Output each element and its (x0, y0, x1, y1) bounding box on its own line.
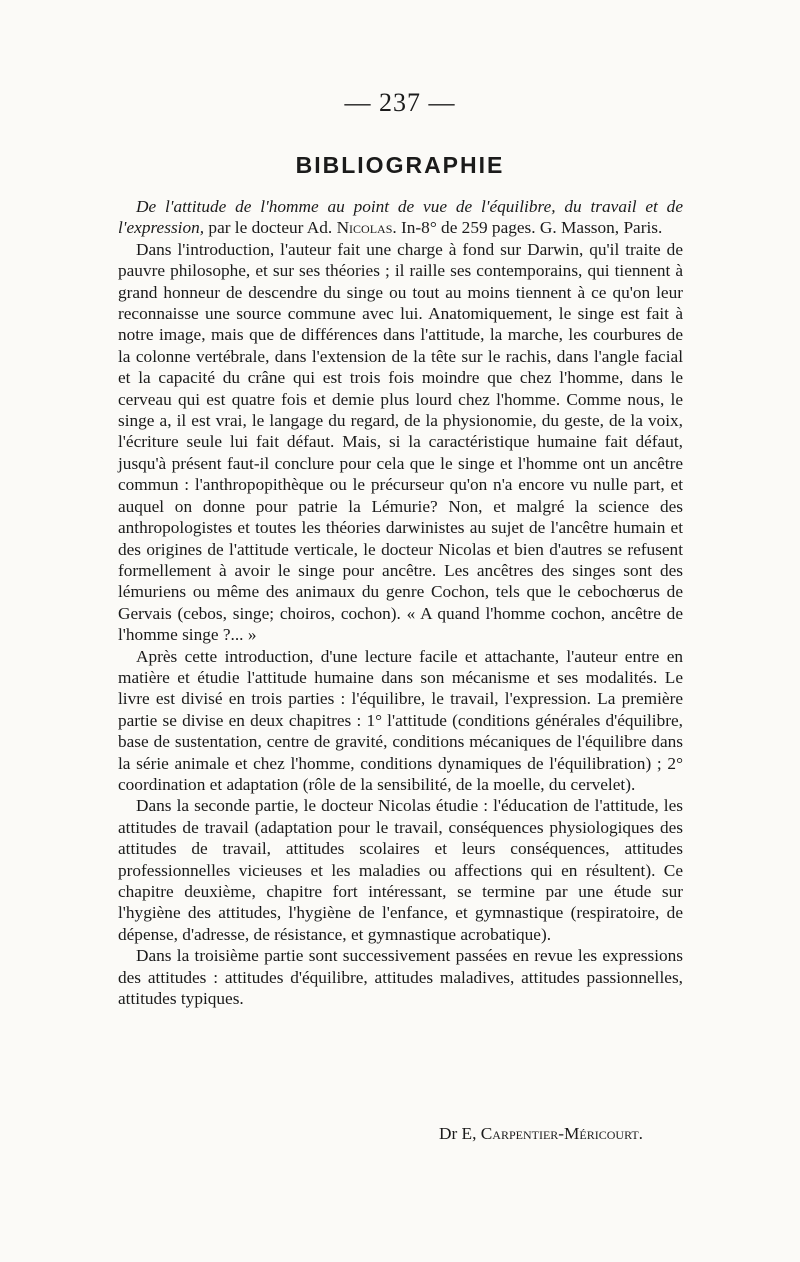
reference-entry (118, 196, 683, 239)
reference-details: . In-8° de 259 pages. G. Masson, Paris. (392, 218, 663, 238)
author-prefix: par le docteur Ad. (208, 218, 333, 238)
article-body (118, 196, 683, 1009)
paragraph-first-part: Après cette introduction, d'une lecture facile et attachante, l'auteur entre en matière et étudie l'attitude humaine dans son mécanisme et ses modalités. Le livre est divisé en trois parties : l'équilibre, le travail, l'expression. La première partie se divise en deux chapitres : 1° l'attitude (conditions générales d'équilibre, base de sustentation, centre de gravité, conditions mécaniques de l'équilibre dans la série animale et chez l'homme, conditions dynamiques de l'équilibration) ; 2° coordination et adaptation (rôle de la sensibilité, de la moelle, du cervelet). (118, 646, 683, 794)
signature (118, 1124, 643, 1144)
signature-prefix: Dr E, (438, 1124, 477, 1143)
signature-name: Carpentier-Méricourt. (480, 1124, 643, 1143)
paragraph-third-part: Dans la troisième partie sont successivement passées en revue les expressions des attitudes : attitudes d'équilibre, attitudes maladives, attitudes passionnelles, attitudes typiques. (118, 946, 683, 1009)
paragraph-second-part: Dans la seconde partie, le docteur Nicolas étudie : l'éducation de l'attitude, les attitudes de travail (adaptation pour le travail, conséquences physiologiques des attitudes de travail, attitudes scolaires et leurs conséquences, attitudes professionnelles vicieuses et les maladies ou affections qui en résultent). Ce chapitre deuxième, chapitre fort intéressant, se termine par une étude sur l'hygiène des attitudes, l'hygiène de l'enfance, et gymnastique (respiratoire, de dépense, d'adresse, de résistance, et gymnastique acrobatique). (118, 796, 683, 944)
author-name: Nicolas (336, 218, 393, 238)
book-title: De l'attitude de l'homme au point de vue de l'équilibre, du travail et de l'expression, (118, 197, 683, 238)
paragraph-introduction: Dans l'introduction, l'auteur fait une charge à fond sur Darwin, qu'il traite de pauvre philosophe, et sur ses théories ; il raille ses contemporains, qui tiennent à grand honneur de descendre du singe ou tout au moins tiennent à ce qu'on leur reconnaisse une source commune avec lui. Anatomiquement, le singe est fait à notre image, mais que de différences dans l'attitude, la marche, les courbures de la colonne vertébrale, dans l'extension de la tête sur le rachis, dans l'angle facial et la capacité du crâne qui est trois fois moindre que chez l'homme, dans le cerveau qui est quatre fois et demie plus lourd chez l'homme. Comme nous, le singe a, il est vrai, le langage du regard, de la physionomie, du geste, de la voix, l'écriture seule lui fait défaut. Mais, si la caractéristique humaine fait défaut, jusqu'à présent faut-il conclure pour cela que le singe et l'homme ont un ancêtre commun : l'anthropopithèque ou le précurseur qu'on n'a encore vu nulle part, et auquel on donne pour patrie la Lémurie? Non, et malgré la science des anthropologistes et toutes les théories darwinistes au sujet de l'ancêtre humain et des origines de l'attitude verticale, le docteur Nicolas et bien d'autres se refusent formellement à avoir le singe pour ancêtre. Les ancêtres des singes sont des lémuriens ou même des animaux du genre Cochon, tels que le cebochœrus de Gervais (cebos, singe; choiros, cochon). « A quand l'homme cochon, ancêtre de l'homme singe ?... » (118, 239, 683, 645)
section-title: BIBLIOGRAPHIE (295, 152, 505, 178)
page-number: — 237 — (344, 88, 456, 117)
